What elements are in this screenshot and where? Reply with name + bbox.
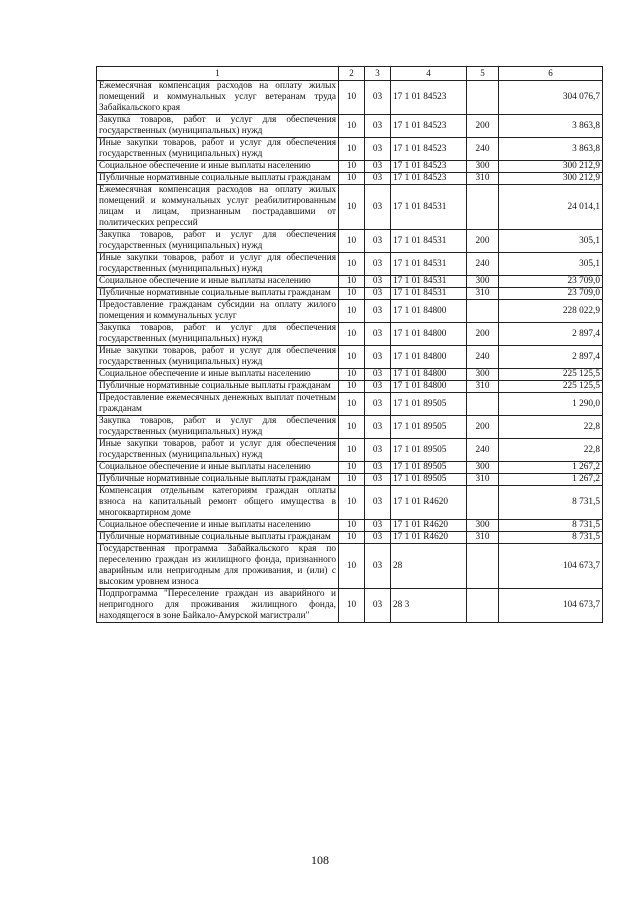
row-subsection-cell: 03 [365,393,391,416]
row-target-article-cell: 17 1 01 84523 [391,81,467,115]
row-section-cell: 10 [339,439,365,462]
row-target-article-cell: 17 1 01 84523 [391,161,467,173]
row-amount-cell: 22,8 [499,416,603,439]
table-row [97,474,603,486]
column-header: 1 [97,67,339,81]
row-expense-type-cell: 240 [467,138,499,161]
row-expense-type-cell: 310 [467,173,499,185]
column-header: 4 [391,67,467,81]
table-row [97,185,603,230]
row-section-cell: 10 [339,381,365,393]
row-target-article-cell: 17 1 01 84531 [391,288,467,300]
row-section-cell: 10 [339,532,365,544]
table-row [97,393,603,416]
row-subsection-cell: 03 [365,161,391,173]
budget-table [96,66,603,623]
row-subsection-cell: 03 [365,369,391,381]
row-subsection-cell: 03 [365,300,391,323]
row-section-cell: 10 [339,253,365,276]
table-row [97,300,603,323]
row-subsection-cell: 03 [365,138,391,161]
row-name-cell: Публичные нормативные социальные выплаты гражданам [97,381,339,393]
row-expense-type-cell [467,589,499,623]
row-target-article-cell: 28 [391,544,467,589]
row-amount-cell: 1 290,0 [499,393,603,416]
table-row [97,323,603,346]
row-amount-cell: 104 673,7 [499,544,603,589]
row-subsection-cell: 03 [365,276,391,288]
table-row [97,416,603,439]
row-target-article-cell: 17 1 01 89505 [391,462,467,474]
row-name-cell: Ежемесячная компенсация расходов на оплату жилых помещений и коммунальных услуг реабилитированным лицам и лицам, признанным пострадавшими от политических репрессий [97,185,339,230]
row-subsection-cell: 03 [365,462,391,474]
row-expense-type-cell [467,393,499,416]
table-row [97,439,603,462]
row-amount-cell: 22,8 [499,439,603,462]
row-section-cell: 10 [339,115,365,138]
table-row [97,288,603,300]
row-expense-type-cell [467,300,499,323]
table-row [97,462,603,474]
page-number: 108 [311,853,329,867]
row-target-article-cell: 17 1 01 89505 [391,393,467,416]
row-amount-cell: 24 014,1 [499,185,603,230]
row-section-cell: 10 [339,138,365,161]
row-subsection-cell: 03 [365,381,391,393]
row-expense-type-cell: 300 [467,161,499,173]
row-section-cell: 10 [339,173,365,185]
table-row [97,276,603,288]
row-section-cell: 10 [339,276,365,288]
row-section-cell: 10 [339,544,365,589]
row-amount-cell: 23 709,0 [499,276,603,288]
row-expense-type-cell: 310 [467,381,499,393]
row-name-cell: Социальное обеспечение и иные выплаты населению [97,369,339,381]
row-target-article-cell: 17 1 01 84800 [391,369,467,381]
row-amount-cell: 1 267,2 [499,474,603,486]
table-row [97,230,603,253]
row-name-cell: Публичные нормативные социальные выплаты гражданам [97,288,339,300]
row-name-cell: Закупка товаров, работ и услуг для обеспечения государственных (муниципальных) нужд [97,416,339,439]
row-subsection-cell: 03 [365,486,391,520]
row-subsection-cell: 03 [365,416,391,439]
row-target-article-cell: 17 1 01 84523 [391,115,467,138]
row-subsection-cell: 03 [365,173,391,185]
row-amount-cell: 3 863,8 [499,115,603,138]
row-name-cell: Социальное обеспечение и иные выплаты населению [97,276,339,288]
row-target-article-cell: 17 1 01 84800 [391,323,467,346]
row-amount-cell: 104 673,7 [499,589,603,623]
row-subsection-cell: 03 [365,81,391,115]
row-section-cell: 10 [339,486,365,520]
row-expense-type-cell: 240 [467,439,499,462]
row-expense-type-cell [467,544,499,589]
row-subsection-cell: 03 [365,532,391,544]
row-name-cell: Социальное обеспечение и иные выплаты населению [97,520,339,532]
row-amount-cell: 304 076,7 [499,81,603,115]
row-target-article-cell: 17 1 01 R4620 [391,520,467,532]
row-target-article-cell: 17 1 01 84531 [391,253,467,276]
row-name-cell: Социальное обеспечение и иные выплаты населению [97,161,339,173]
row-expense-type-cell [467,185,499,230]
row-subsection-cell: 03 [365,474,391,486]
row-expense-type-cell: 200 [467,416,499,439]
row-expense-type-cell: 240 [467,253,499,276]
row-section-cell: 10 [339,462,365,474]
row-amount-cell: 3 863,8 [499,138,603,161]
row-subsection-cell: 03 [365,439,391,462]
row-target-article-cell: 17 1 01 84800 [391,300,467,323]
table-row [97,381,603,393]
row-section-cell: 10 [339,474,365,486]
row-expense-type-cell: 200 [467,115,499,138]
row-amount-cell: 228 022,9 [499,300,603,323]
row-name-cell: Ежемесячная компенсация расходов на оплату жилых помещений и коммунальных услуг ветеранам труда Забайкальского края [97,81,339,115]
row-subsection-cell: 03 [365,544,391,589]
row-expense-type-cell: 310 [467,532,499,544]
row-subsection-cell: 03 [365,520,391,532]
row-amount-cell: 300 212,9 [499,173,603,185]
column-header: 2 [339,67,365,81]
row-name-cell: Подпрограмма "Переселение граждан из аварийного и непригодного для проживания жилищного фонда, находящегося в зоне Байкало-Амурской магистрали" [97,589,339,623]
row-expense-type-cell [467,486,499,520]
row-subsection-cell: 03 [365,323,391,346]
row-section-cell: 10 [339,346,365,369]
row-expense-type-cell [467,81,499,115]
row-expense-type-cell: 300 [467,520,499,532]
row-amount-cell: 8 731,5 [499,520,603,532]
row-target-article-cell: 17 1 01 R4620 [391,486,467,520]
row-target-article-cell: 17 1 01 84531 [391,230,467,253]
row-expense-type-cell: 300 [467,462,499,474]
row-amount-cell: 2 897,4 [499,323,603,346]
row-target-article-cell: 17 1 01 89505 [391,439,467,462]
row-target-article-cell: 17 1 01 84523 [391,173,467,185]
row-name-cell: Публичные нормативные социальные выплаты гражданам [97,474,339,486]
row-name-cell: Иные закупки товаров, работ и услуг для обеспечения государственных (муниципальных) нужд [97,439,339,462]
row-name-cell: Публичные нормативные социальные выплаты гражданам [97,173,339,185]
column-header: 5 [467,67,499,81]
row-name-cell: Иные закупки товаров, работ и услуг для обеспечения государственных (муниципальных) нужд [97,138,339,161]
table-row [97,589,603,623]
row-section-cell: 10 [339,185,365,230]
row-expense-type-cell: 200 [467,323,499,346]
row-amount-cell: 225 125,5 [499,369,603,381]
row-name-cell: Публичные нормативные социальные выплаты гражданам [97,532,339,544]
column-header: 6 [499,67,603,81]
table-row [97,369,603,381]
row-expense-type-cell: 310 [467,288,499,300]
row-amount-cell: 8 731,5 [499,486,603,520]
row-name-cell: Компенсация отдельным категориям граждан оплаты взноса на капитальный ремонт общего имущества в многоквартирном доме [97,486,339,520]
row-subsection-cell: 03 [365,589,391,623]
row-section-cell: 10 [339,230,365,253]
row-target-article-cell: 17 1 01 R4620 [391,532,467,544]
row-subsection-cell: 03 [365,115,391,138]
row-section-cell: 10 [339,323,365,346]
table-row [97,161,603,173]
column-header: 3 [365,67,391,81]
table-row [97,532,603,544]
row-name-cell: Предоставление ежемесячных денежных выплат почетным гражданам [97,393,339,416]
row-name-cell: Государственная программа Забайкальского края по переселению граждан из жилищного фонда, признанного аварийным или непригодным для проживания, и (или) с высоким уровнем износа [97,544,339,589]
row-target-article-cell: 17 1 01 84531 [391,276,467,288]
row-target-article-cell: 17 1 01 84800 [391,381,467,393]
row-target-article-cell: 17 1 01 84800 [391,346,467,369]
row-amount-cell: 23 709,0 [499,288,603,300]
row-subsection-cell: 03 [365,288,391,300]
row-amount-cell: 225 125,5 [499,381,603,393]
table-row [97,173,603,185]
row-expense-type-cell: 310 [467,474,499,486]
row-section-cell: 10 [339,161,365,173]
row-section-cell: 10 [339,288,365,300]
table-body [97,81,603,623]
row-name-cell: Иные закупки товаров, работ и услуг для обеспечения государственных (муниципальных) нужд [97,346,339,369]
row-name-cell: Закупка товаров, работ и услуг для обеспечения государственных (муниципальных) нужд [97,230,339,253]
row-section-cell: 10 [339,369,365,381]
row-expense-type-cell: 200 [467,230,499,253]
row-expense-type-cell: 300 [467,369,499,381]
table-row [97,544,603,589]
row-subsection-cell: 03 [365,185,391,230]
row-name-cell: Социальное обеспечение и иные выплаты населению [97,462,339,474]
row-section-cell: 10 [339,416,365,439]
row-name-cell: Иные закупки товаров, работ и услуг для обеспечения государственных (муниципальных) нужд [97,253,339,276]
row-amount-cell: 8 731,5 [499,532,603,544]
table-row [97,138,603,161]
table-row [97,486,603,520]
row-section-cell: 10 [339,520,365,532]
row-amount-cell: 2 897,4 [499,346,603,369]
row-expense-type-cell: 300 [467,276,499,288]
table-row [97,81,603,115]
row-amount-cell: 300 212,9 [499,161,603,173]
row-amount-cell: 1 267,2 [499,462,603,474]
row-target-article-cell: 17 1 01 84523 [391,138,467,161]
table-row [97,346,603,369]
row-target-article-cell: 17 1 01 89505 [391,474,467,486]
row-name-cell: Предоставление гражданам субсидии на оплату жилого помещения и коммунальных услуг [97,300,339,323]
table-header-row [97,67,603,81]
row-expense-type-cell: 240 [467,346,499,369]
row-target-article-cell: 17 1 01 89505 [391,416,467,439]
row-name-cell: Закупка товаров, работ и услуг для обеспечения государственных (муниципальных) нужд [97,323,339,346]
row-subsection-cell: 03 [365,346,391,369]
row-amount-cell: 305,1 [499,253,603,276]
row-amount-cell: 305,1 [499,230,603,253]
row-target-article-cell: 28 3 [391,589,467,623]
row-section-cell: 10 [339,589,365,623]
table-row [97,520,603,532]
row-section-cell: 10 [339,393,365,416]
row-section-cell: 10 [339,300,365,323]
row-subsection-cell: 03 [365,230,391,253]
table-row [97,253,603,276]
row-target-article-cell: 17 1 01 84531 [391,185,467,230]
row-subsection-cell: 03 [365,253,391,276]
row-section-cell: 10 [339,81,365,115]
table-row [97,115,603,138]
row-name-cell: Закупка товаров, работ и услуг для обеспечения государственных (муниципальных) нужд [97,115,339,138]
